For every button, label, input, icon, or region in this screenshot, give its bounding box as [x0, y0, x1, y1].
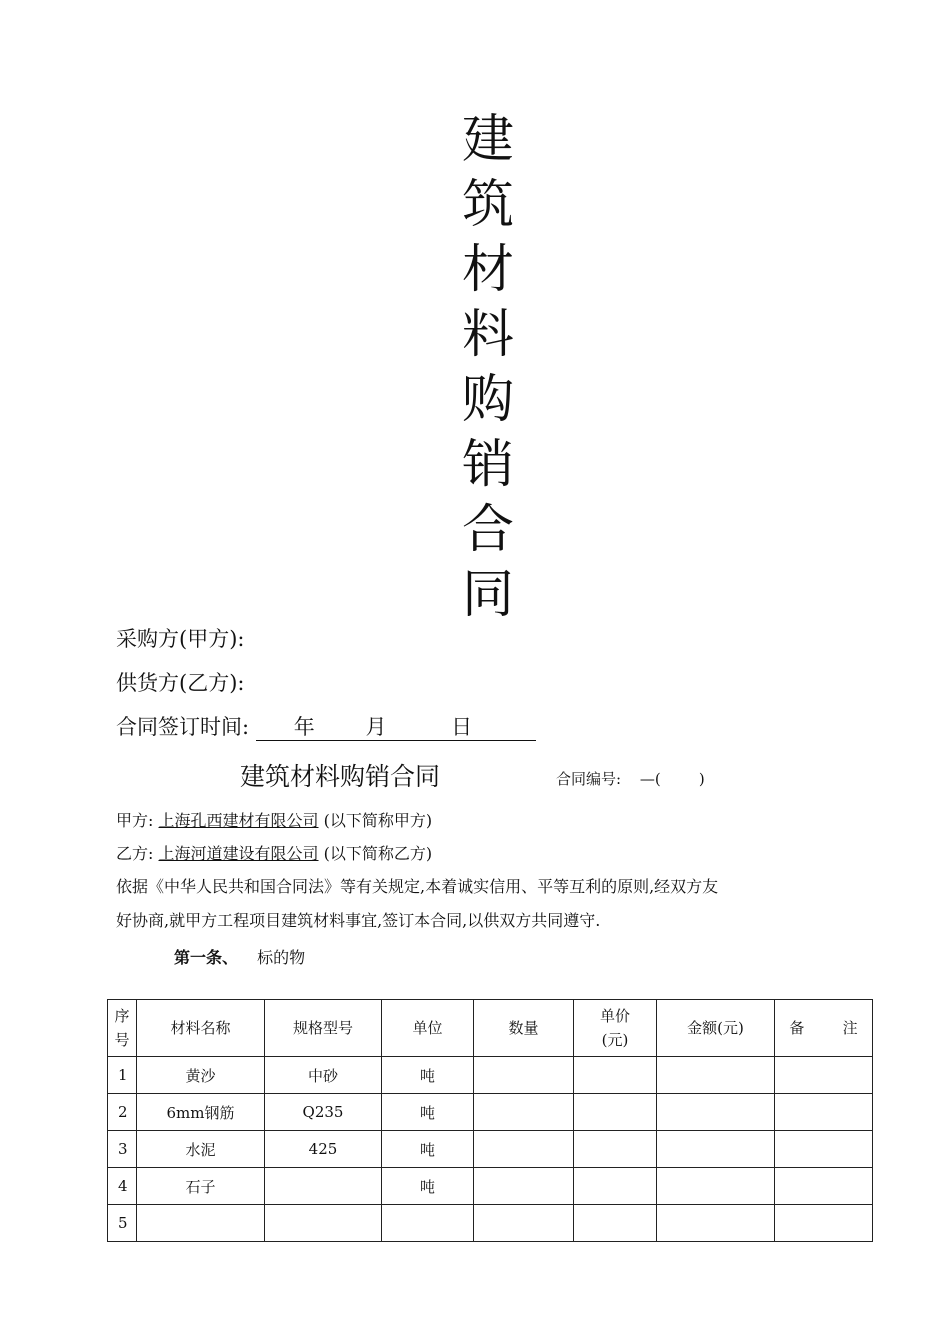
cell-seq: 5	[108, 1205, 137, 1242]
header-spec: 规格型号	[265, 1000, 382, 1057]
cell-name[interactable]	[137, 1205, 265, 1242]
cell-amount[interactable]	[657, 1168, 775, 1205]
cell-unit[interactable]: 吨	[382, 1094, 474, 1131]
cell-seq: 2	[108, 1094, 137, 1131]
table-row	[108, 1131, 873, 1168]
cell-qty[interactable]	[474, 1094, 574, 1131]
cell-qty[interactable]	[474, 1057, 574, 1094]
party-b-note: (以下简称乙方)	[323, 844, 433, 863]
cell-name[interactable]: 黄沙	[137, 1057, 265, 1094]
cover-title-char: 购	[461, 370, 514, 430]
header-amount: 金额(元)	[657, 1000, 775, 1057]
cell-spec[interactable]: Q235	[265, 1094, 382, 1131]
cell-price[interactable]	[574, 1094, 657, 1131]
cell-qty[interactable]	[474, 1205, 574, 1242]
materials-table	[107, 999, 873, 1242]
cell-name[interactable]: 石子	[137, 1168, 265, 1205]
table-row	[108, 1205, 873, 1242]
cell-remark[interactable]	[775, 1057, 873, 1094]
cell-qty[interactable]	[474, 1131, 574, 1168]
party-b-label: 乙方:	[116, 844, 154, 863]
cell-unit[interactable]: 吨	[382, 1131, 474, 1168]
intro-line-1: 依据《中华人民共和国合同法》等有关规定,本着诚实信用、平等互利的原则,经双方友	[116, 877, 719, 896]
header-price-2: (元)	[601, 1031, 629, 1049]
sign-month: 月	[365, 715, 387, 739]
buyer-label: 采购方(甲方):	[116, 627, 245, 651]
party-a-line	[116, 810, 432, 832]
contract-number-label: 合同编号:	[556, 770, 622, 788]
cell-unit[interactable]	[382, 1205, 474, 1242]
header-seq	[108, 1000, 137, 1057]
header-price	[574, 1000, 657, 1057]
cover-title-char: 料	[461, 305, 514, 365]
cell-remark[interactable]	[775, 1131, 873, 1168]
contract-title: 建筑材料购销合同	[240, 762, 441, 791]
sign-date-label: 合同签订时间:	[116, 715, 250, 739]
table-row	[108, 1057, 873, 1094]
cover-title-char: 筑	[461, 175, 514, 235]
cover-title-char: 合	[461, 500, 514, 560]
contract-number	[556, 768, 705, 789]
cell-amount[interactable]	[657, 1057, 775, 1094]
cover-title-char: 建	[461, 110, 514, 170]
cell-seq: 4	[108, 1168, 137, 1205]
cover-title-char: 材	[461, 240, 514, 300]
header-remark: 备 注	[775, 1000, 873, 1057]
cell-unit[interactable]: 吨	[382, 1057, 474, 1094]
cell-price[interactable]	[574, 1057, 657, 1094]
cell-amount[interactable]	[657, 1205, 775, 1242]
cell-price[interactable]	[574, 1168, 657, 1205]
cell-spec[interactable]: 425	[265, 1131, 382, 1168]
header-name: 材料名称	[137, 1000, 265, 1057]
cell-seq: 3	[108, 1131, 137, 1168]
cell-remark[interactable]	[775, 1094, 873, 1131]
table-row	[108, 1168, 873, 1205]
cell-remark[interactable]	[775, 1205, 873, 1242]
cover-title-char: 同	[461, 565, 514, 625]
supplier-label: 供货方(乙方):	[116, 671, 245, 695]
cell-price[interactable]	[574, 1131, 657, 1168]
cell-amount[interactable]	[657, 1131, 775, 1168]
party-b-line	[116, 843, 432, 865]
cell-amount[interactable]	[657, 1094, 775, 1131]
header-seq-2: 号	[114, 1031, 130, 1049]
sign-day: 日	[451, 715, 473, 739]
table-row	[108, 1094, 873, 1131]
cell-remark[interactable]	[775, 1168, 873, 1205]
cell-qty[interactable]	[474, 1168, 574, 1205]
table-header-row	[108, 1000, 873, 1057]
cover-title-char: 销	[461, 435, 514, 495]
cell-spec[interactable]	[265, 1168, 382, 1205]
party-a-note: (以下简称甲方)	[323, 811, 433, 830]
sign-date-field[interactable]	[256, 712, 536, 741]
header-unit: 单位	[382, 1000, 474, 1057]
intro-line-2: 好协商,就甲方工程项目建筑材料事宜,签订本合同,以供双方共同遵守.	[116, 911, 601, 930]
party-a-name: 上海孔西建材有限公司	[158, 811, 319, 830]
party-b-name: 上海河道建设有限公司	[158, 844, 319, 863]
party-a-label: 甲方:	[116, 811, 154, 830]
cover-title	[458, 108, 518, 628]
article-1-number: 第一条、	[174, 948, 239, 967]
article-1-heading	[174, 945, 305, 968]
cell-seq: 1	[108, 1057, 137, 1094]
cell-unit[interactable]: 吨	[382, 1168, 474, 1205]
sign-date-line	[116, 712, 536, 742]
cell-spec[interactable]	[265, 1205, 382, 1242]
contract-number-value: —( )	[639, 770, 705, 788]
article-1-title: 标的物	[257, 948, 306, 967]
header-qty: 数量	[474, 1000, 574, 1057]
sign-year: 年	[293, 715, 315, 739]
header-seq-1: 序	[114, 1007, 130, 1025]
cell-name[interactable]: 6mm钢筋	[137, 1094, 265, 1131]
header-price-1: 单价	[599, 1007, 630, 1025]
cell-name[interactable]: 水泥	[137, 1131, 265, 1168]
cell-spec[interactable]: 中砂	[265, 1057, 382, 1094]
cell-price[interactable]	[574, 1205, 657, 1242]
